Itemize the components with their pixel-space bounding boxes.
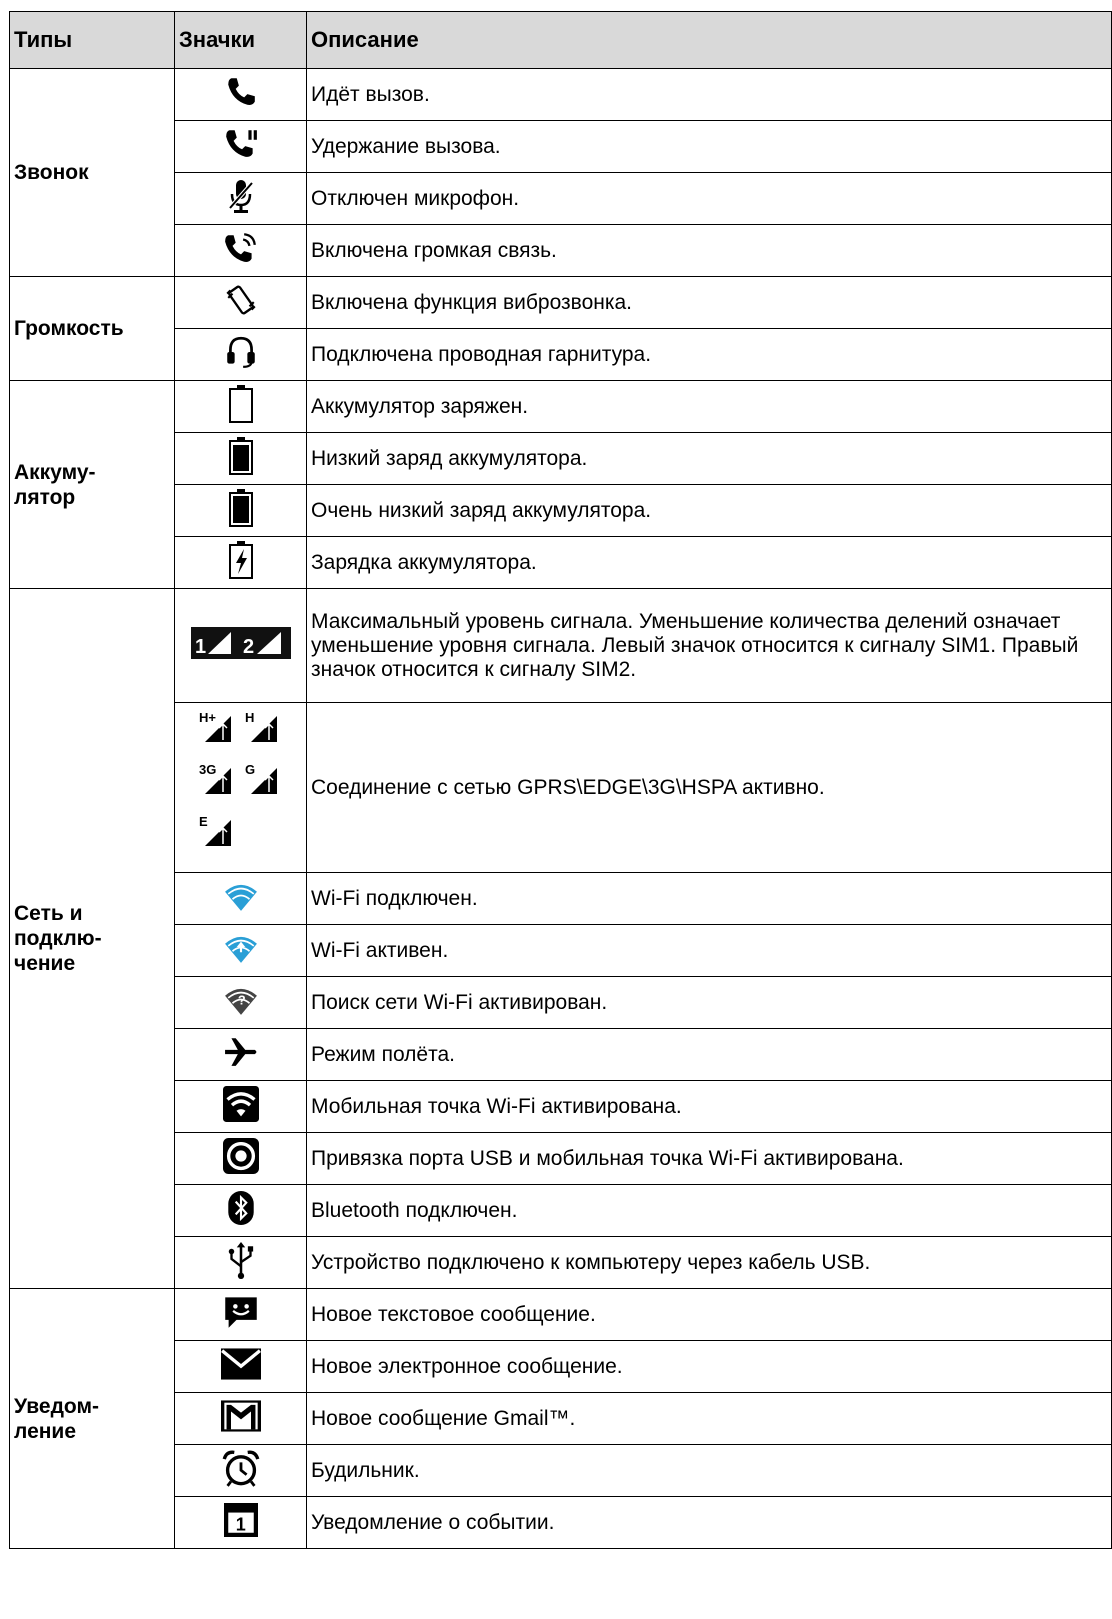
table-row (10, 277, 1112, 329)
icon-cell (175, 69, 307, 121)
description-cell: Включена функция виброзвонка. (307, 277, 1112, 329)
headset-icon (225, 334, 257, 370)
calendar-event-icon (224, 1503, 258, 1537)
table-row (10, 537, 1112, 589)
type-cell (10, 1289, 175, 1549)
alarm-icon (222, 1449, 260, 1487)
table-row (10, 977, 1112, 1029)
table-row (10, 1237, 1112, 1289)
type-label: Громкость (14, 317, 124, 340)
description-cell: Wi-Fi подключен. (307, 873, 1112, 925)
mic-muted-icon (227, 178, 255, 214)
table-row (10, 1445, 1112, 1497)
icon-cell (175, 703, 307, 873)
description-cell: Зарядка аккумулятора. (307, 537, 1112, 589)
icon-cell (175, 1133, 307, 1185)
sms-icon (223, 1294, 259, 1330)
table-row (10, 1289, 1112, 1341)
header-description: Описание (307, 12, 1112, 69)
icon-cell (175, 1445, 307, 1497)
icon-cell (175, 537, 307, 589)
description-cell: Мобильная точка Wi-Fi активирована. (307, 1081, 1112, 1133)
table-row (10, 589, 1112, 703)
table-row (10, 1341, 1112, 1393)
type-cell (10, 69, 175, 277)
description-cell: Уведомление о событии. (307, 1497, 1112, 1549)
header-icons: Значки (175, 12, 307, 69)
table-row (10, 1497, 1112, 1549)
type-cell (10, 277, 175, 381)
description-cell: Удержание вызова. (307, 121, 1112, 173)
table-row (10, 1185, 1112, 1237)
icon-cell (175, 1081, 307, 1133)
icon-cell (175, 1289, 307, 1341)
description-cell: Устройство подключено к компьютеру через кабель USB. (307, 1237, 1112, 1289)
description-cell: Новое сообщение Gmail™. (307, 1393, 1112, 1445)
description-cell: Новое текстовое сообщение. (307, 1289, 1112, 1341)
svg-text:3G: 3G (198, 761, 216, 777)
table-row (10, 173, 1112, 225)
type-label: Уведом- ление (14, 1394, 99, 1443)
icon-cell (175, 1341, 307, 1393)
table-row (10, 121, 1112, 173)
wifi-active-icon (221, 931, 261, 965)
svg-text:H: H (244, 709, 254, 725)
table-row (10, 433, 1112, 485)
table-row (10, 1081, 1112, 1133)
table-row (10, 925, 1112, 977)
description-cell: Подключена проводная гарнитура. (307, 329, 1112, 381)
description-cell: Bluetooth подключен. (307, 1185, 1112, 1237)
description-cell: Режим полёта. (307, 1029, 1112, 1081)
svg-text:G: G (244, 761, 255, 777)
icon-cell (175, 1393, 307, 1445)
icon-cell (175, 173, 307, 225)
wifi-connected-icon (221, 879, 261, 913)
icon-cell (175, 977, 307, 1029)
icon-cell (175, 873, 307, 925)
type-cell (10, 381, 175, 589)
svg-text:1: 1 (194, 635, 206, 658)
bluetooth-icon (226, 1190, 256, 1226)
data-network-icon (191, 710, 291, 860)
gmail-icon (221, 1400, 261, 1432)
call-hold-icon (223, 127, 259, 161)
airplane-icon (222, 1035, 260, 1069)
signal-sim-icon (191, 627, 291, 659)
table-row (10, 873, 1112, 925)
wifi-search-icon (221, 983, 261, 1017)
icon-cell (175, 925, 307, 977)
description-cell: Низкий заряд аккумулятора. (307, 433, 1112, 485)
icons-table (9, 11, 1112, 1549)
email-icon (221, 1348, 261, 1380)
hotspot-icon (223, 1086, 259, 1122)
description-cell: Максимальный уровень сигнала. Уменьшение количества делений означает уменьшение уровня сигнала. Левый значок относится к сигналу SIM1. Правый значок относится к сигналу SIM2. (307, 589, 1112, 703)
type-label: Аккуму- лятор (14, 460, 96, 509)
description-cell: Привязка порта USB и мобильная точка Wi-Fi активирована. (307, 1133, 1112, 1185)
icon-cell (175, 225, 307, 277)
description-cell: Включена громкая связь. (307, 225, 1112, 277)
table-row (10, 703, 1112, 873)
type-cell (10, 589, 175, 1289)
phone-call-icon (224, 75, 258, 109)
svg-text:H+: H+ (198, 709, 216, 725)
description-cell: Очень низкий заряд аккумулятора. (307, 485, 1112, 537)
description-cell: Wi-Fi активен. (307, 925, 1112, 977)
speakerphone-icon (223, 230, 259, 266)
table-row (10, 69, 1112, 121)
table-row (10, 1393, 1112, 1445)
type-label: Звонок (14, 161, 89, 184)
description-cell: Соединение с сетью GPRS\EDGE\3G\HSPA активно. (307, 703, 1112, 873)
icon-cell (175, 1029, 307, 1081)
table-row (10, 485, 1112, 537)
table-header-row (10, 12, 1112, 69)
usb-icon (226, 1241, 256, 1279)
vibrate-icon (224, 283, 258, 317)
icon-cell (175, 277, 307, 329)
icon-cell (175, 329, 307, 381)
svg-text:?: ? (237, 991, 246, 1007)
icon-cell (175, 485, 307, 537)
header-types: Типы (10, 12, 175, 69)
description-cell: Будильник. (307, 1445, 1112, 1497)
icon-cell (175, 433, 307, 485)
battery-full-icon (227, 384, 255, 424)
description-cell: Идёт вызов. (307, 69, 1112, 121)
description-cell: Поиск сети Wi-Fi активирован. (307, 977, 1112, 1029)
icon-cell (175, 381, 307, 433)
table-row (10, 381, 1112, 433)
table-row (10, 1133, 1112, 1185)
battery-very-low-icon (227, 488, 255, 528)
icon-cell (175, 1497, 307, 1549)
icon-cell (175, 589, 307, 703)
description-cell: Отключен микрофон. (307, 173, 1112, 225)
type-label: Сеть и подклю- чение (14, 902, 102, 975)
svg-text:E: E (198, 813, 208, 829)
table-row (10, 225, 1112, 277)
battery-charging-icon (227, 540, 255, 580)
icon-cell (175, 121, 307, 173)
icon-cell (175, 1237, 307, 1289)
description-cell: Аккумулятор заряжен. (307, 381, 1112, 433)
icon-cell (175, 1185, 307, 1237)
svg-text:1: 1 (235, 1514, 246, 1535)
svg-text:2: 2 (242, 635, 254, 658)
table-row (10, 329, 1112, 381)
battery-low-icon (227, 436, 255, 476)
description-cell: Новое электронное сообщение. (307, 1341, 1112, 1393)
table-row (10, 1029, 1112, 1081)
usb-tether-hotspot-icon (223, 1138, 259, 1174)
